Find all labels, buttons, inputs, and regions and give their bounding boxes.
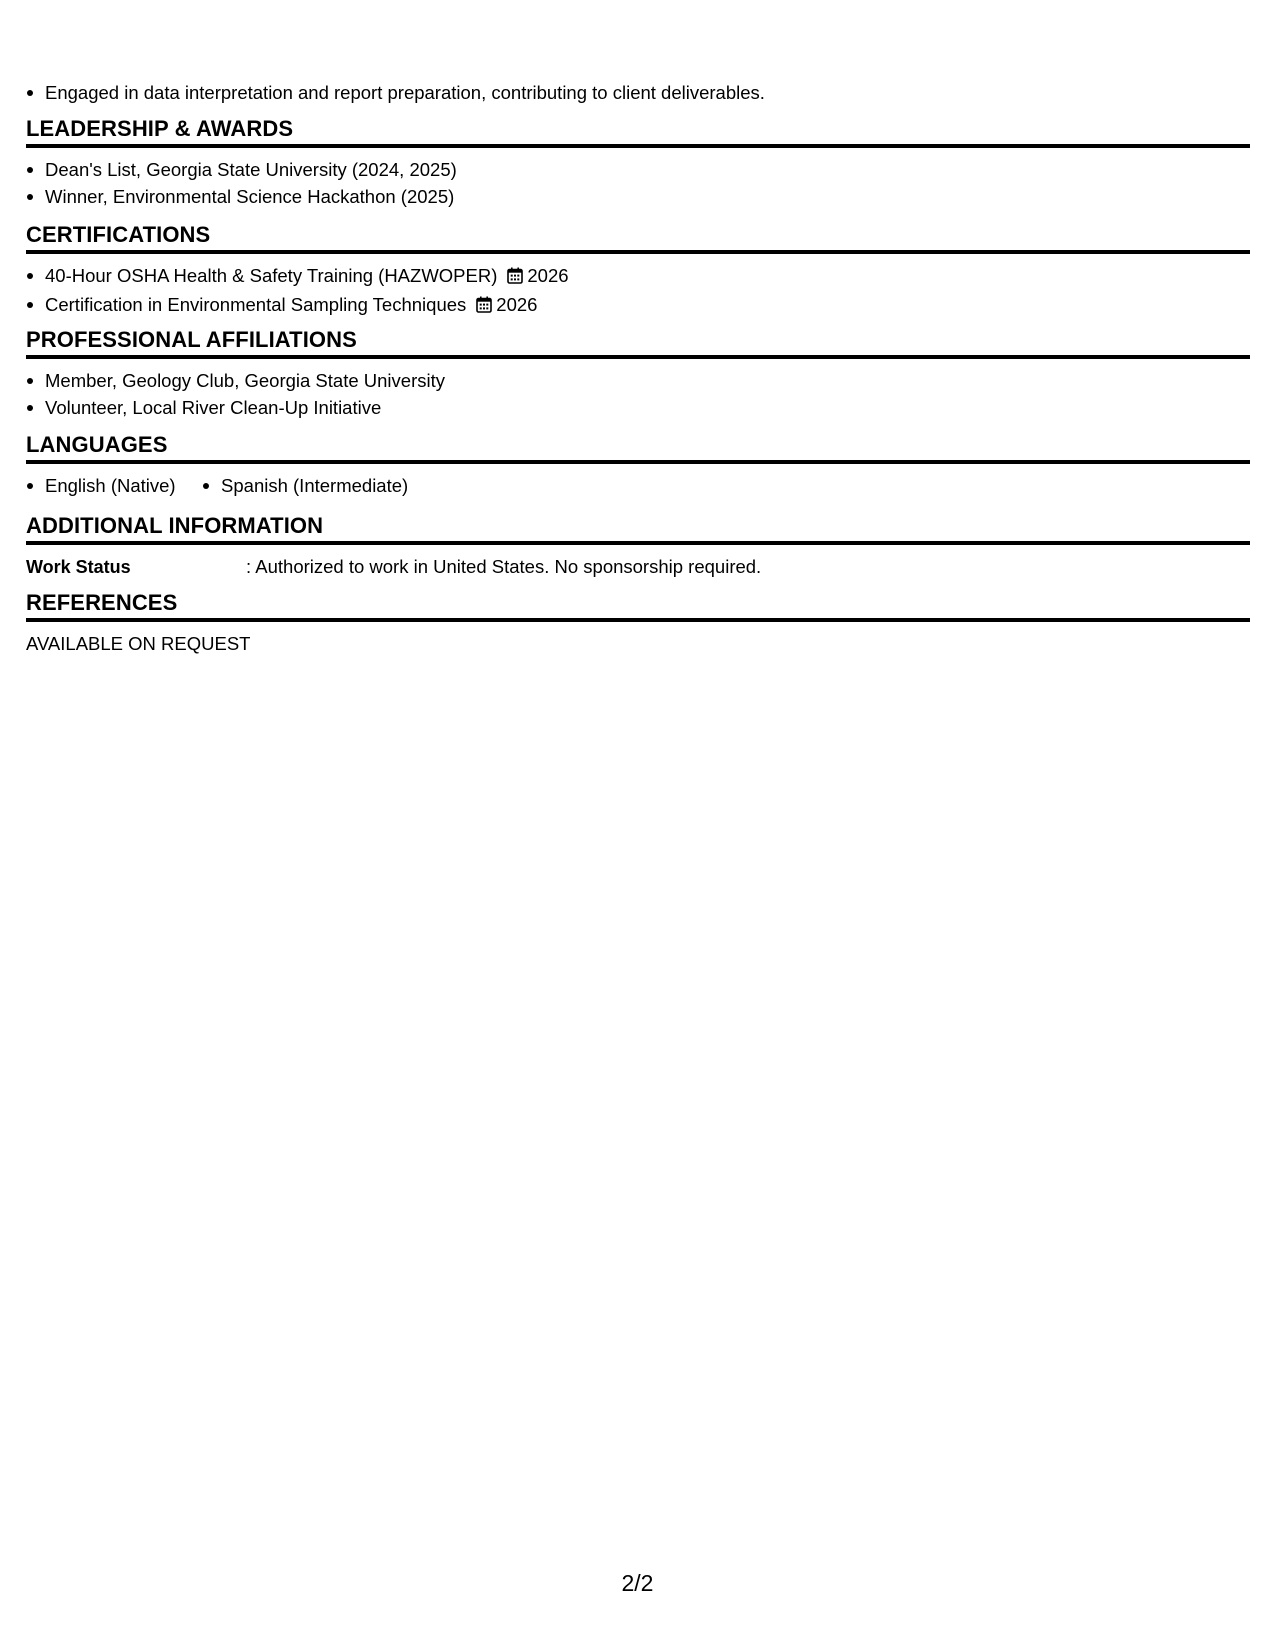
section-references [26, 590, 1250, 657]
references-text: AVAILABLE ON REQUEST [26, 633, 251, 654]
list-item: Member, Geology Club, Georgia State University [26, 367, 1250, 394]
section-title: CERTIFICATIONS [26, 222, 1250, 254]
calendar-icon [476, 293, 492, 320]
list-item: Volunteer, Local River Clean-Up Initiative [26, 394, 1250, 421]
affiliations-list [26, 367, 1250, 421]
work-status-value: : Authorized to work in United States. No sponsorship required. [246, 556, 762, 577]
certifications-list [26, 262, 1250, 320]
certification-name: 40-Hour OSHA Health & Safety Training (HAZWOPER) [45, 265, 498, 286]
languages-list [26, 472, 1250, 499]
section-title: LEADERSHIP & AWARDS [26, 116, 1250, 148]
page-number: 2/2 [621, 1570, 654, 1596]
section-languages [26, 432, 1250, 499]
certification-year: 2026 [527, 265, 569, 286]
certification-name: Certification in Environmental Sampling Techniques [45, 294, 467, 315]
list-item: Spanish (Intermediate) [202, 472, 408, 499]
list-item [26, 291, 1250, 320]
section-title: ADDITIONAL INFORMATION [26, 513, 1250, 545]
experience-carryover-list [26, 79, 765, 106]
section-title: PROFESSIONAL AFFILIATIONS [26, 327, 1250, 359]
list-item: Dean's List, Georgia State University (2024, 2025) [26, 156, 1250, 183]
list-item: Winner, Environmental Science Hackathon (2025) [26, 183, 1250, 210]
leadership-list [26, 156, 1250, 210]
section-professional-affiliations [26, 327, 1250, 421]
calendar-icon [507, 264, 523, 291]
section-leadership-awards [26, 116, 1250, 210]
section-certifications [26, 222, 1250, 320]
work-status-label: Work Status [26, 557, 131, 577]
certification-year: 2026 [496, 294, 538, 315]
list-item [26, 262, 1250, 291]
section-title: LANGUAGES [26, 432, 1250, 464]
section-title: REFERENCES [26, 590, 1250, 622]
list-item: Engaged in data interpretation and report preparation, contributing to client deliverables. [26, 79, 765, 106]
work-status-row [26, 553, 1250, 581]
list-item: English (Native) [26, 472, 176, 499]
section-additional-information [26, 513, 1250, 581]
